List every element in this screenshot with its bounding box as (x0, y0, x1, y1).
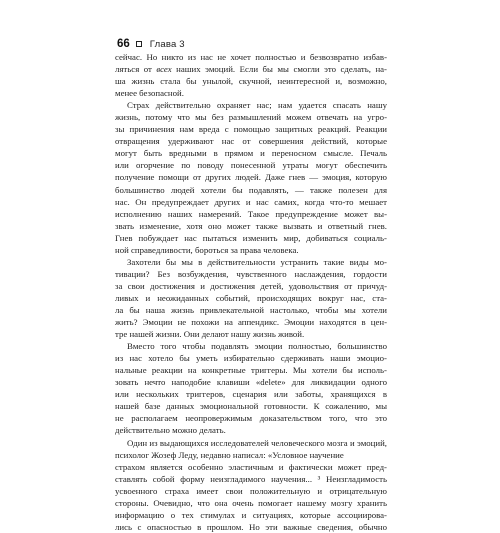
text-line: не располагаем неопровержимым доказательством того, что это (115, 413, 387, 424)
text-line: ной справедливости, бороться за права человека. (115, 244, 299, 255)
text-line: жить? Эмоции не похожи на аппендикс. Эмоции находятся в цен- (115, 317, 387, 328)
square-ornament-icon (136, 41, 142, 47)
text-line: нальные реакции на конкретные триггеры. Мы хотели бы исполь- (115, 365, 387, 376)
text-line: жизнь, потому что мы без размышлений можем отвечать на угро- (115, 112, 387, 123)
text-line: действительно можно делать. (115, 425, 226, 436)
text-line: Вместо того чтобы подавлять эмоции полностью, большинство (127, 341, 387, 352)
page-number: 66 (117, 38, 130, 50)
emphasis-text: всех (156, 64, 172, 75)
text-line: стороны. Очевидно, что она очень помогает нашему мозгу хранить (115, 497, 387, 508)
text-line: менее безопасной. (115, 88, 184, 99)
text-line: исполнению наших намерений. Такое предупреждение может вы- (115, 208, 387, 219)
text-line: усвоенного страха имеет свои положительную и отрицательную (115, 485, 387, 496)
text-line: ла бы наша жизнь привлекательной настолько, чтобы мы хотели (115, 304, 387, 315)
text-line: информацию о тех стимулах и ситуациях, которые ассоциирова- (115, 509, 387, 520)
text-line: отвращения удерживают нас от совершения действий, которые (115, 136, 387, 147)
text-line: ляться от всех наших эмоций. Если бы мы смогли это сделать, на- (115, 64, 387, 75)
text-line: психолог Жозеф Леду, недавно написал: «Условное научение (115, 449, 344, 460)
text-line: нас. Он предупреждает других и нас самих, когда что-то мешает (115, 196, 387, 207)
text-line: нашей базе данных эмоциональной готовности. К сожалению, мы (115, 401, 387, 412)
body-text (115, 51, 387, 533)
text-line: могут быть вредными в прямом и переносном смысле. Печаль (115, 148, 387, 159)
text-line: ставлять собой форму неизгладимого научения... ³ Неизгладимость (115, 473, 387, 484)
text-line: получение помощи от других людей. Даже гнев — эмоция, которую (115, 172, 387, 183)
text-line: большинство людей хотели бы подавлять, — также полезен для (115, 184, 387, 195)
text-line: за свои достижения и достижения детей, удовольствия от причуд- (115, 280, 387, 291)
text-line: Захотели бы мы в действительности устранить такие виды мо- (127, 256, 387, 267)
chapter-title: Глава 3 (149, 38, 185, 50)
text-line: ливых и неожиданных событий, происходящих вокруг нас, ста- (115, 292, 387, 303)
running-header (117, 37, 185, 51)
text-line: Страх действительно охраняет нас; нам удается спасать нашу (127, 100, 387, 111)
text-line: или огорчение по поводу понесенной утраты могут обеспечить (115, 160, 387, 171)
text-line: из нас хотело бы уметь избирательно сдерживать наши эмоцио- (115, 353, 387, 364)
text-line: тре нашей жизни. Они делают нашу жизнь живой. (115, 329, 305, 340)
text-line: зы причинения нам вреда с помощью защитных реакций. Реакции (115, 124, 387, 135)
text-line: или нескольких триггеров, сценария или заботы, хранящихся в (115, 389, 387, 400)
text-line: лись с опасностью в прошлом. Но эти важные сведения, обычно (115, 521, 387, 532)
text-line: ша жизнь стала бы унылой, скучной, неинтересной и, возможно, (115, 76, 387, 87)
text-line: страхом является особенно эластичным и фактически может пред- (115, 461, 387, 472)
text-line: Гнев побуждает нас пытаться изменить мир, добиваться социаль- (115, 232, 387, 243)
text-line: сейчас. Но никто из нас не хочет полностью и безвозвратно избав- (115, 52, 387, 62)
text-line: зовать нечто наподобие клавиши «delete» для ликвидации одного (115, 377, 387, 388)
text-line: Один из выдающихся исследователей человеческого мозга и эмоций, (127, 437, 387, 448)
text-line: звать изменение, хотя оно может также вызвать и ответный гнев. (115, 220, 387, 231)
text-line: тивации? Без возбуждения, чувственного наслаждения, гордости (115, 268, 387, 279)
